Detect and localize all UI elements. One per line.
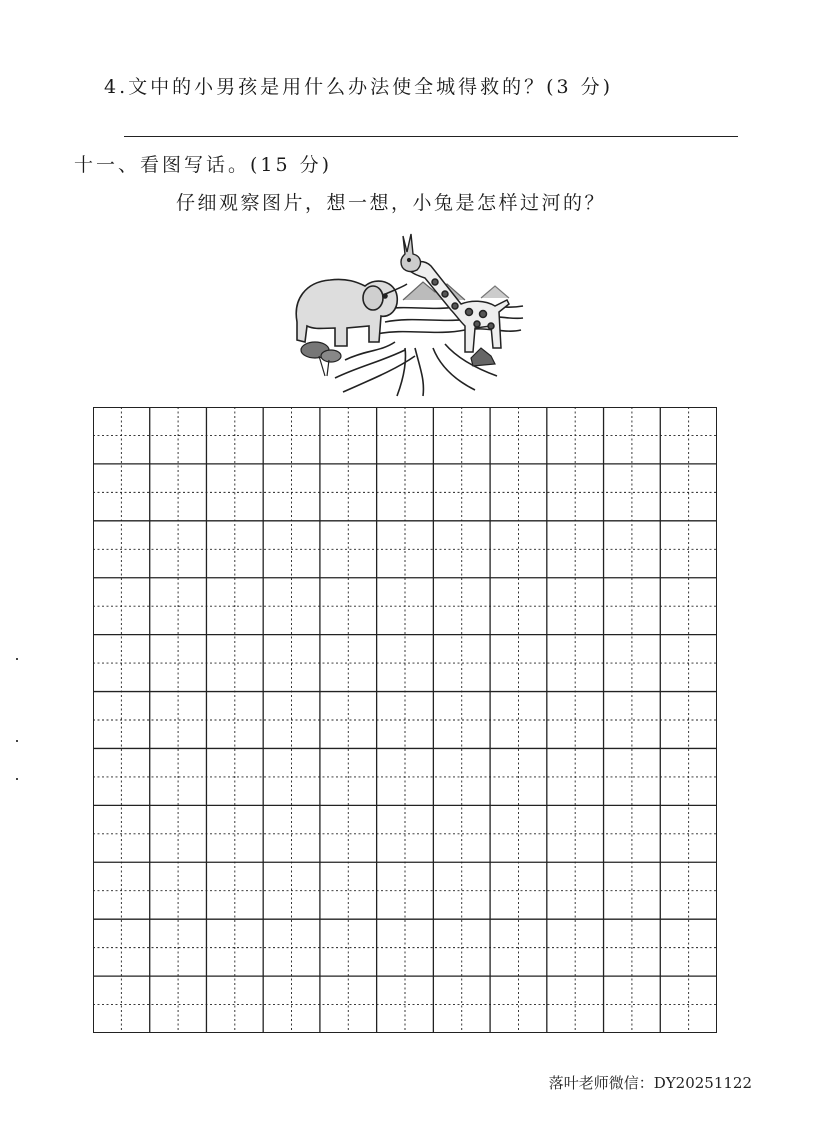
writing-grid[interactable] bbox=[93, 407, 717, 1033]
footer-contact: 落叶老师微信：DY20251122 bbox=[548, 1074, 752, 1092]
rabbit bbox=[401, 234, 420, 272]
margin-dot bbox=[16, 740, 18, 742]
picture-illustration bbox=[285, 230, 530, 400]
tree bbox=[301, 342, 341, 376]
margin-dot bbox=[16, 778, 18, 780]
section-11-title: 十一、看图写话。(15 分) bbox=[74, 154, 333, 176]
giraffe bbox=[409, 262, 509, 353]
question-4: 4.文中的小男孩是用什么办法使全城得救的？(3 分) bbox=[104, 76, 614, 98]
margin-dot bbox=[16, 658, 18, 660]
rocks bbox=[471, 348, 495, 366]
writing-prompt: 仔细观察图片，想一想，小兔是怎样过河的？ bbox=[176, 192, 607, 214]
elephant bbox=[296, 279, 407, 346]
answer-line[interactable] bbox=[124, 136, 738, 137]
